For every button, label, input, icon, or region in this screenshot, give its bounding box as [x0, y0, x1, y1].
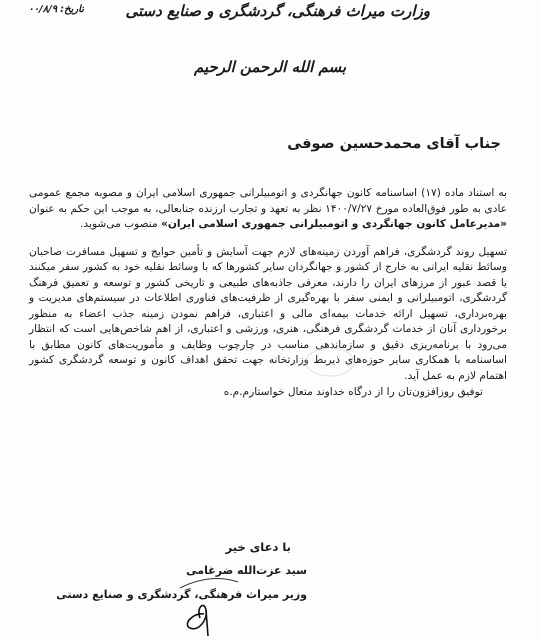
- letter-body: [29, 186, 507, 401]
- bismillah-calligraphy: بسم الله الرحمن الرحیم: [193, 58, 347, 76]
- appointment-text-a: به استناد ماده (۱۷) اساسنامه کانون جهانگردی و اتومبیلرانی جمهوری اسلامی ایران و مصوبه مجمع عمومی عادی به طور فوق‌العاده مورخ ۱۴۰۰/۷/۲۷ نظر به تعهد و تجارب ارزنده جنابعالی، به موجب این حکم به عنوان: [29, 187, 507, 215]
- appointment-title: «مدیرعامل کانون جهانگردی و اتومبیلرانی جمهوری اسلامی ایران»: [161, 218, 507, 230]
- ministry-letterhead: وزارت میراث فرهنگی، گردشگری و صنایع دستی: [125, 2, 430, 20]
- duties-paragraph: تسهیل روند گردشگری، فراهم آوردن زمینه‌های لازم جهت آسایش و تأمین حوایج و تسهیل مسافرت صاحبان وسائط نقلیه ایرانی به خارج از کشور و جهانگردان سایر کشورها که با وسائط نقلیه خود به کشور سفر میکنند یا قصد عبور از مرزهای ایران را دارند، معرفی جاذبه‌های طبیعی و تاریخی کشور و توسعه و تعمیق فرهنگ گردشگری، اتومبیلرانی و ایمنی سفر با بهره‌گیری از ظرفیت‌های فناوری اطلاعات در سیستم‌های مدیریت و بهره‌برداری، تسهیل ارائه خدمات بیمه‌ای مالی و اعتباری، فراهم نمودن زمینه جذب اعضاء به منظور برخورداری آنان از خدمات گردشگری فرهنگی، هنری، ورزشی و اعتباری، از اهم شاخص‌هایی است که انتظار می‌رود با برنامه‌ریزی دقیق و سازماندهی مناسب در چارچوب وظایف و مأموریت‌های کانون مطابق با اساسنامه با همکاری سایر حوزه‌های ذیربط وزارتخانه جهت تحقق اهداف کانون و توسعه گردشگری کشور اهتمام لازم به عمل آید.: [29, 245, 507, 382]
- signatory-name: سید عزت‌الله ضرغامی: [186, 564, 307, 577]
- closing-line: با دعای خیر: [225, 540, 291, 554]
- date-label: تاریخ:: [60, 4, 84, 15]
- date-field: [0, 4, 84, 22]
- handwritten-signature: [160, 548, 250, 640]
- faint-stamp-mark: [300, 342, 360, 382]
- signatory-title: وزیر میراث فرهنگی، گردشگری و صنایع دستی: [56, 588, 307, 601]
- salutation: جناب آقای محمدحسین صوفی: [287, 136, 501, 152]
- date-value: ۰۰/۸/۹: [28, 4, 58, 15]
- wishes-paragraph: توفیق روزافزون‌تان را از درگاه خداوند متعال خواستارم.م.ه: [223, 386, 483, 398]
- appointment-text-b: منصوب می‌شوید.: [80, 218, 162, 230]
- appointment-paragraph: [29, 186, 507, 233]
